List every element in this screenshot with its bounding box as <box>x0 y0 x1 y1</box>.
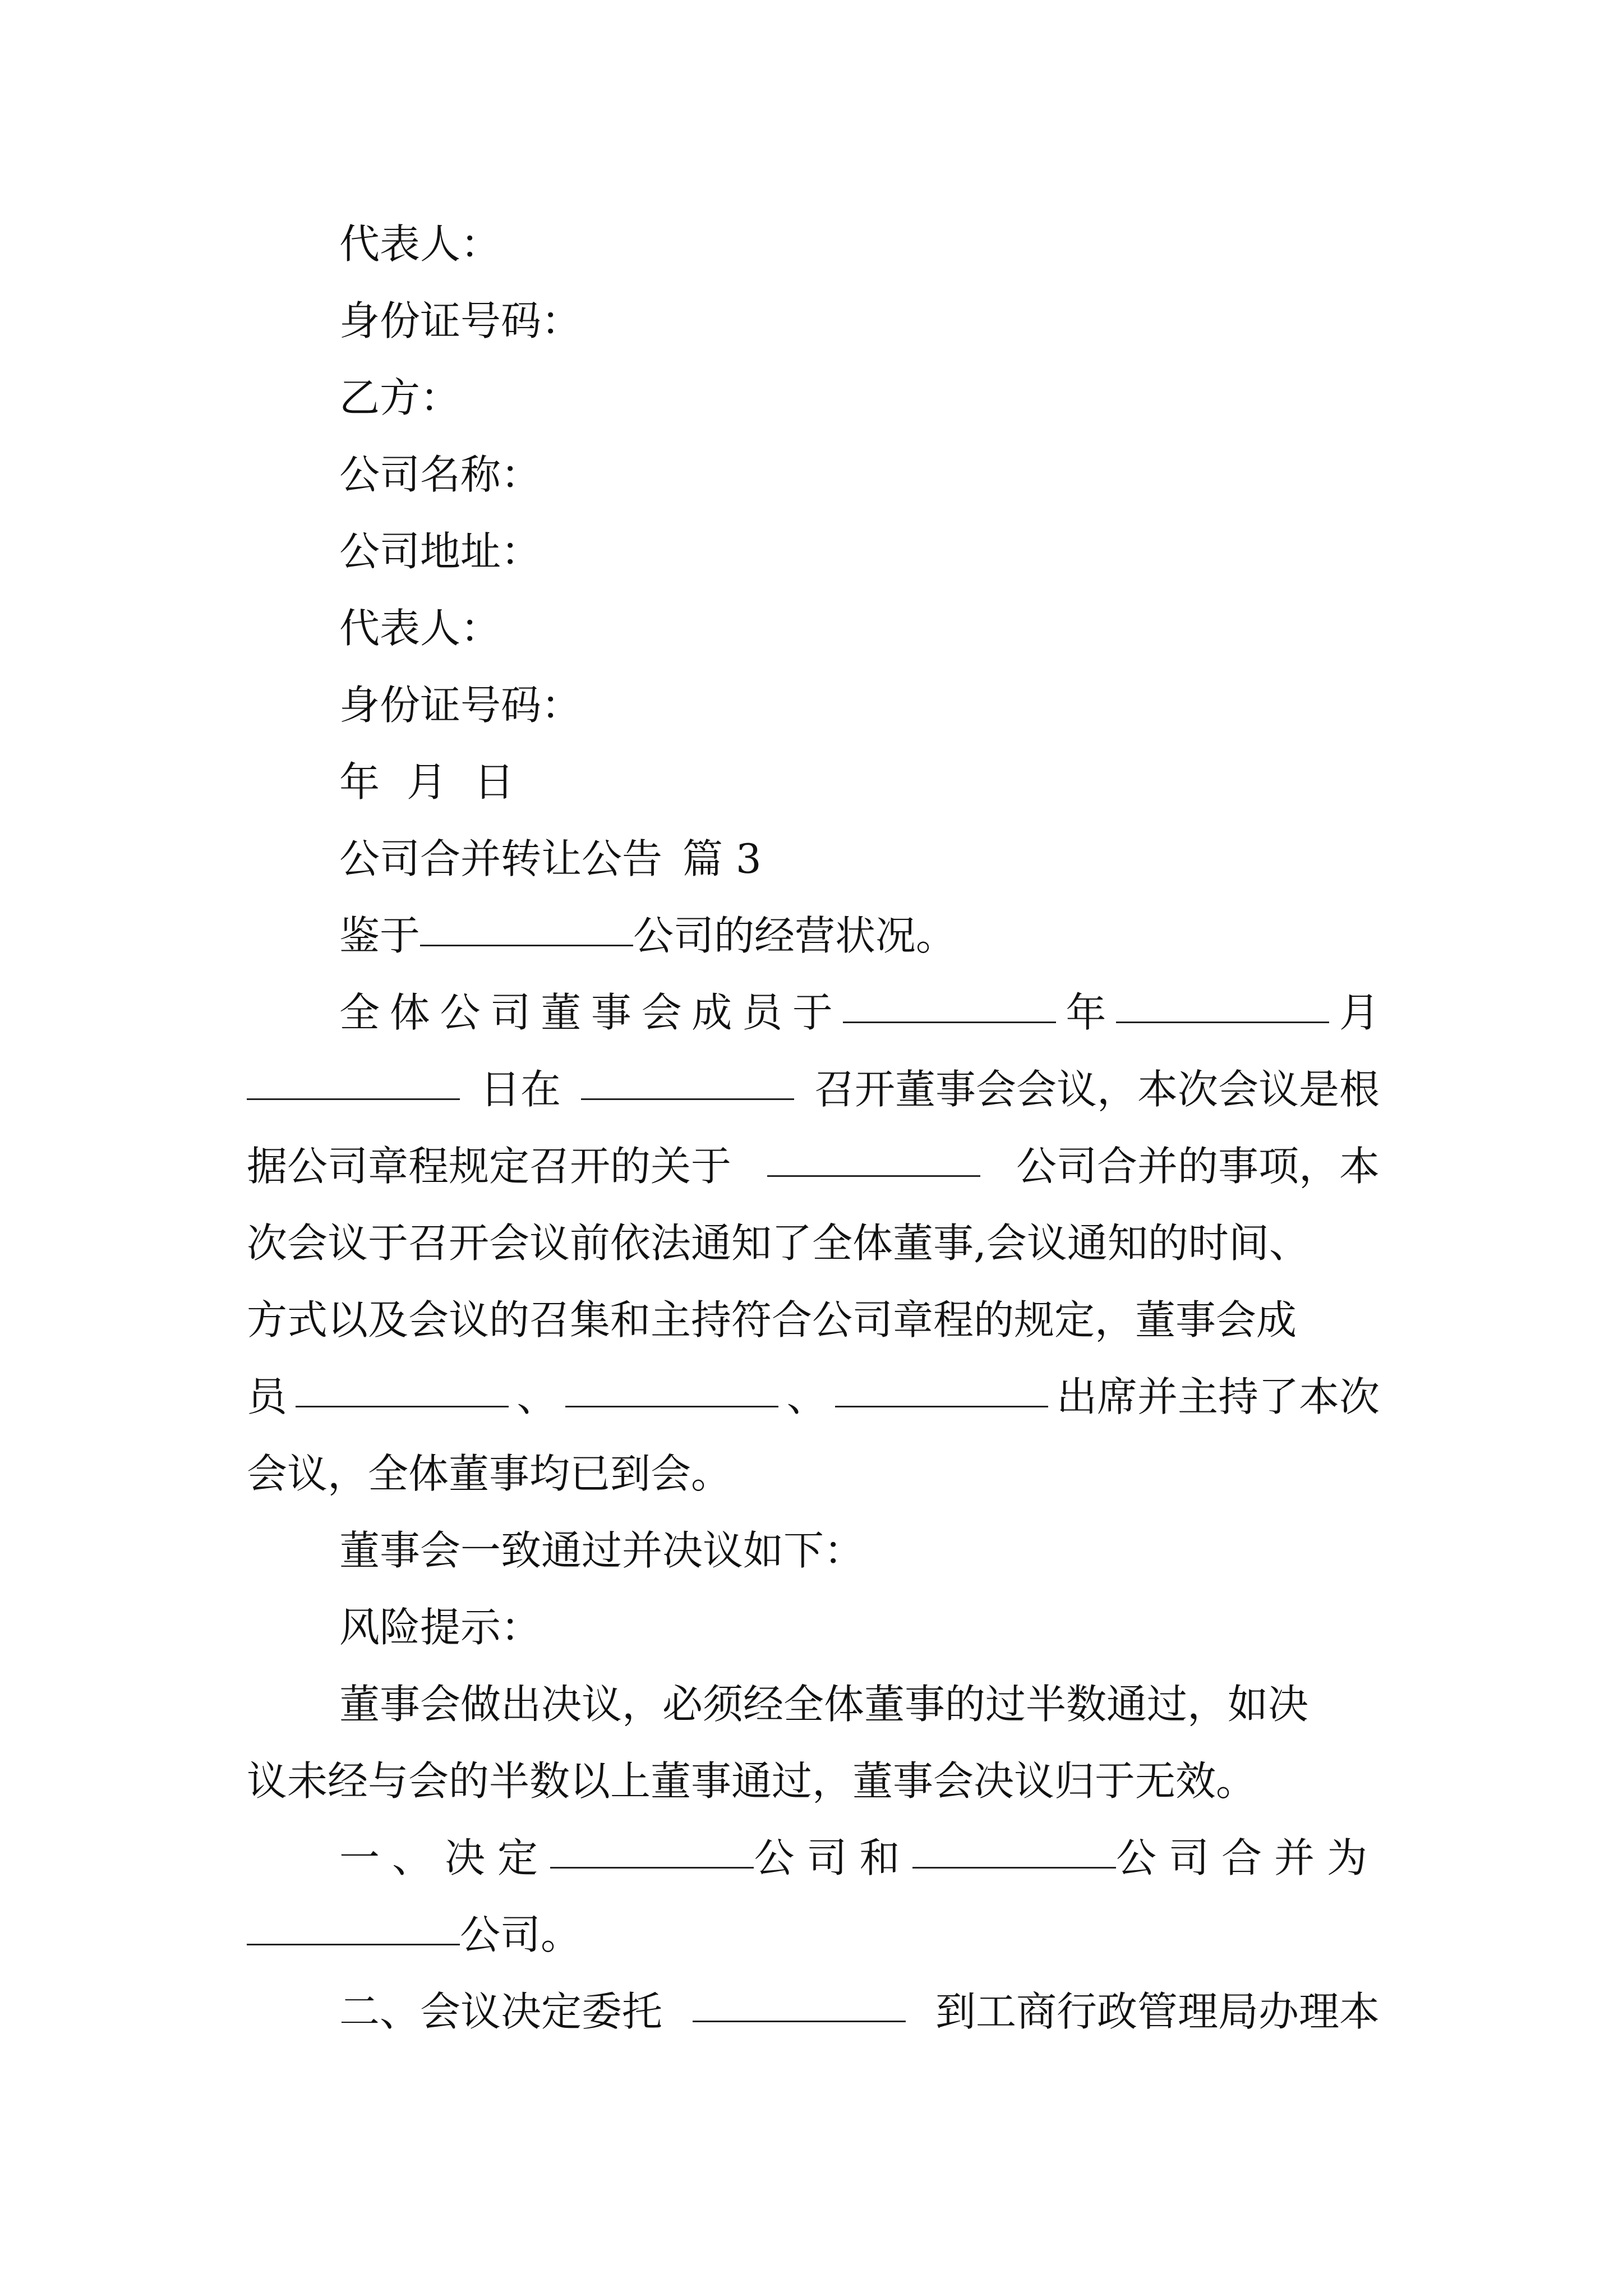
date-month: 月 <box>407 758 448 806</box>
text-char: 年 <box>1066 989 1106 1036</box>
fill-blank <box>420 911 633 946</box>
text-segment: 二、会议决定委托 <box>339 1988 663 2035</box>
text-segment: 公司。 <box>460 1911 582 1958</box>
text-segment: 鉴于 <box>339 912 421 959</box>
date-year: 年 <box>339 758 380 806</box>
fill-blank <box>912 1833 1116 1869</box>
fill-blank <box>693 1987 906 2022</box>
fill-blank <box>247 1910 460 1945</box>
body-line-9: 董事会一致通过并决议如下： <box>339 1527 865 1574</box>
body-line-2 <box>339 984 1380 1041</box>
body-line-6: 方式以及会议的召集和主持符合公司章程的规定，董事会成 <box>247 1296 1297 1343</box>
text-segment: 出席并主持了本次 <box>1056 1373 1380 1420</box>
body-line-1 <box>339 908 1380 964</box>
company-address-label: 公司地址： <box>339 528 542 575</box>
text-segment: 日在 <box>479 1066 561 1113</box>
body-line-15 <box>339 1984 1380 2040</box>
body-line-4 <box>247 1138 1380 1194</box>
text-segment: 到工商行政管理局办理本 <box>935 1988 1380 2035</box>
text-segment: 据公司章程规定召开的关于 <box>247 1143 732 1190</box>
text-segment: 公司的经营状况。 <box>633 912 957 959</box>
fill-blank <box>247 1065 460 1100</box>
company-name-label: 公司名称： <box>339 451 542 498</box>
text-segment: 公司合并为 <box>1115 1834 1380 1881</box>
text-char: 员 <box>742 989 783 1036</box>
text-segment: 员 <box>247 1373 288 1420</box>
text-char: 成 <box>691 989 732 1036</box>
fill-blank <box>296 1372 509 1407</box>
text-char: 董 <box>541 989 582 1036</box>
text-segment: 公司和 <box>754 1834 912 1881</box>
section-chapter: 篇 3 <box>683 835 762 882</box>
section-heading <box>339 831 1380 887</box>
text-char: 司 <box>490 989 531 1036</box>
party-a-representative: 代表人： <box>339 220 501 268</box>
fill-blank <box>1116 988 1329 1023</box>
body-line-11: 董事会做出决议，必须经全体董事的过半数通过，如决 <box>339 1681 1309 1728</box>
party-b-representative: 代表人： <box>339 605 501 652</box>
text-char: 体 <box>389 989 430 1036</box>
body-line-13 <box>339 1830 1380 1886</box>
text-segment: 、 <box>786 1373 827 1420</box>
text-segment: 公司合并的事项，本 <box>1016 1143 1380 1190</box>
text-char: 于 <box>792 989 833 1036</box>
section-title: 公司合并转让公告 <box>339 835 663 882</box>
body-line-3 <box>247 1061 1380 1117</box>
fill-blank <box>835 1372 1048 1407</box>
text-segment: 召开董事会会议，本次会议是根 <box>814 1066 1380 1113</box>
fill-blank <box>843 988 1056 1023</box>
party-b-id-number: 身份证号码： <box>339 682 582 729</box>
text-char: 全 <box>339 989 380 1036</box>
body-line-12: 议未经与会的半数以上董事通过，董事会决议归于无效。 <box>247 1757 1257 1805</box>
fill-blank <box>581 1065 794 1100</box>
party-b-label: 乙方： <box>339 374 461 421</box>
date-day: 日 <box>474 758 515 806</box>
body-line-8: 会议，全体董事均已到会。 <box>247 1450 732 1497</box>
fill-blank <box>767 1142 980 1177</box>
fill-blank <box>565 1372 778 1407</box>
text-char: 会 <box>641 989 682 1036</box>
text-segment: 一、决定 <box>339 1834 551 1881</box>
text-segment: 、 <box>517 1373 557 1420</box>
date-line <box>339 754 1380 810</box>
body-line-5: 次会议于召开会议前依法通知了全体董事,会议通知的时间、 <box>247 1220 1310 1267</box>
fill-blank <box>550 1833 754 1869</box>
party-a-id-number: 身份证号码： <box>339 297 582 344</box>
body-line-14 <box>247 1907 1380 1963</box>
text-char: 事 <box>591 989 631 1036</box>
text-char: 月 <box>1339 989 1380 1036</box>
text-char: 公 <box>440 989 481 1036</box>
risk-heading: 风险提示： <box>339 1604 542 1651</box>
body-line-7 <box>247 1369 1380 1425</box>
